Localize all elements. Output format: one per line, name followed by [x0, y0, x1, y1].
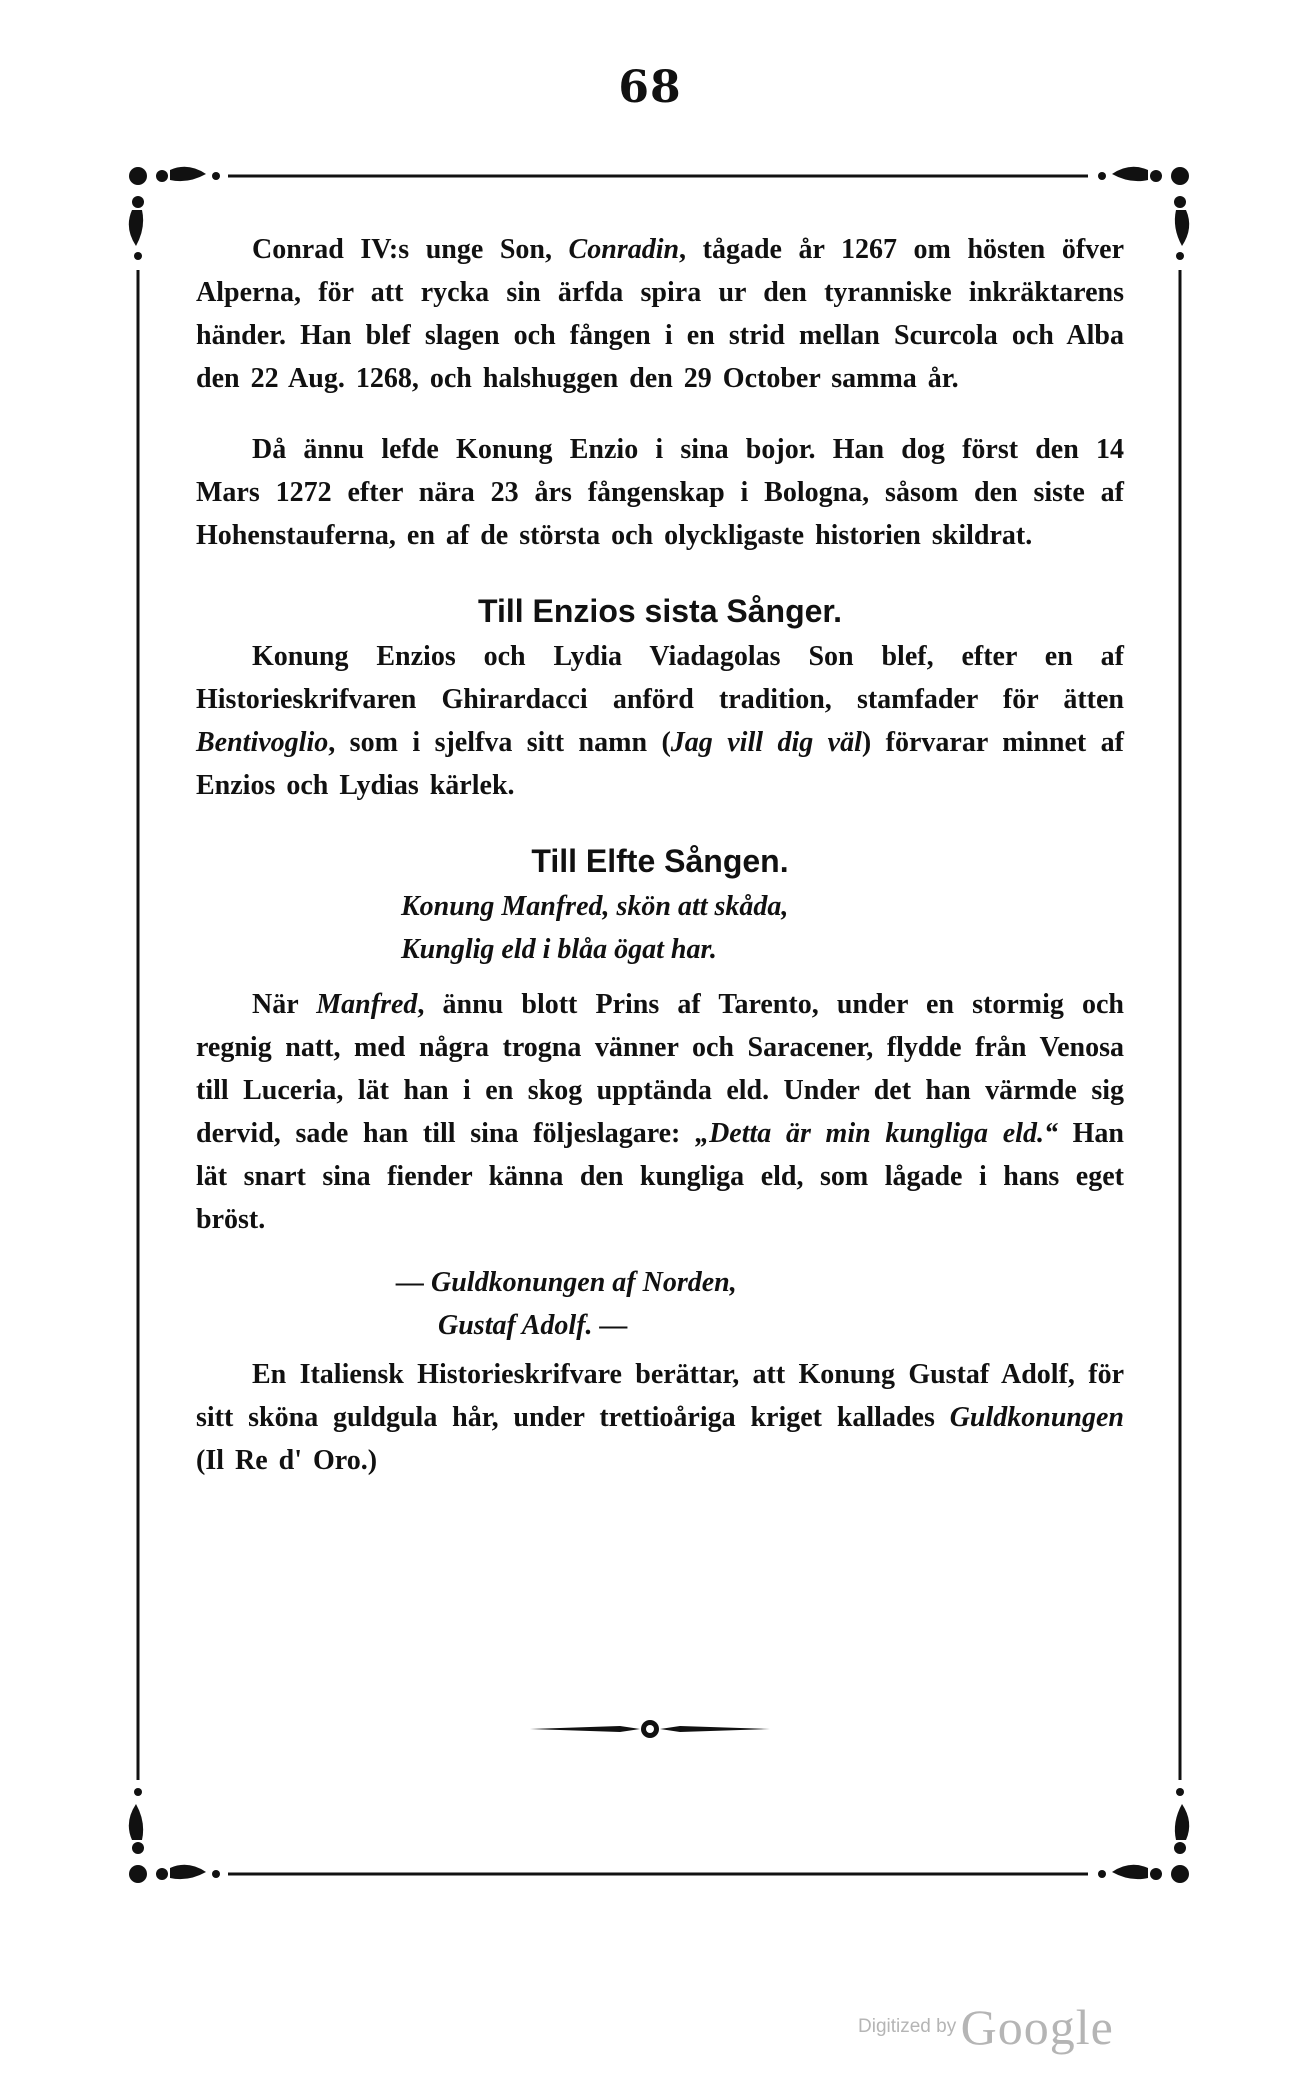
section-heading-enzios-sista-sanger: Till Enzios sista Sånger.: [478, 593, 842, 629]
name-manfred: Manfred: [316, 989, 418, 1020]
name-conradin: Conradin: [568, 234, 680, 265]
end-ornament: [530, 1714, 770, 1744]
phrase-jag-vill-dig-val: Jag vill dig väl: [670, 727, 862, 758]
corner-ornament-bottom-left: [129, 1788, 220, 1883]
paragraph-manfred-part-e: Han lät snart sina fiender känna den kungliga eld, som lågade i hans eget bröst.: [196, 1118, 1124, 1235]
name-guldkonungen: Guldkonungen: [949, 1402, 1124, 1433]
paragraph-manfred-part-a: När: [252, 989, 317, 1020]
name-bentivoglio: Bentivoglio: [196, 727, 329, 758]
paragraph-manfred: [196, 983, 1124, 1241]
verse-manfred-line-1: Konung Manfred, skön att skåda,: [401, 891, 789, 922]
verse-guldkonungen-line-2: Gustaf Adolf. —: [438, 1310, 628, 1341]
verse-manfred: [196, 885, 1124, 971]
paragraph-bentivoglio-part-c: , som i sjelfva sitt namn (: [328, 727, 671, 758]
paragraph-gustaf-adolf-part-c: (Il Re d' Oro.): [196, 1445, 378, 1476]
paragraph-gustaf-adolf: [196, 1353, 1124, 1482]
google-logo-text: Google: [960, 1999, 1114, 2055]
paragraph-manfred-part-c: , ännu blott Prins af Tarento, under en stormig och regnig natt, med några trogna vänner och Saracener, flydde från Venosa till Luceria, lät han i en skog upptända eld. Under det han värmde sig dervid, sade han till sina följeslagare:: [196, 989, 1125, 1149]
corner-ornament-bottom-right: [1098, 1788, 1189, 1883]
page-number: 68: [618, 62, 682, 113]
paragraph-bentivoglio-part-a: Konung Enzios och Lydia Viadagolas Son blef, efter en af Historieskrifvaren Ghirardacci anförd tradition, stamfader för ätten: [196, 641, 1124, 715]
paragraph-conradin: [196, 228, 1124, 400]
verse-manfred-line-2: Kunglig eld i blåa ögat har.: [401, 934, 717, 965]
paragraph-conradin-part-c: , tågade år 1267 om hösten öfver Alperna, för att rycka sin ärfda spira ur den tyranniske inkräktarens händer. Han blef slagen och fången i en strid mellan Scurcola och Alba den 22 Aug. 1268, och halshuggen den 29 October samma år.: [196, 234, 1124, 394]
paragraph-conradin-part-a: Conrad IV:s unge Son,: [252, 234, 569, 265]
verse-guldkonungen-line-1: — Guldkonungen af Norden,: [396, 1267, 737, 1298]
main-text: [196, 228, 1124, 1482]
section-heading-elfte-sangen: Till Elfte Sången.: [531, 843, 789, 879]
paragraph-bentivoglio: [196, 635, 1124, 807]
paragraph-gustaf-adolf-part-a: En Italiensk Historieskrifvare berättar, att Konung Gustaf Adolf, för sitt sköna guldgula hår, under trettioåriga kriget kallades: [196, 1359, 1124, 1433]
watermark-prefix: Digitized by: [858, 2016, 957, 2037]
paragraph-enzio: Då ännu lefde Konung Enzio i sina bojor. Han dog först den 14 Mars 1272 efter nära 23 års fångenskap i Bologna, såsom den siste af Hohenstauferna, en af de största och olyckligaste historien skildrat.: [196, 434, 1124, 551]
paragraph-bentivoglio-part-e: ) förvarar minnet af Enzios och Lydias kärlek.: [196, 727, 1125, 801]
digitized-by-google-watermark: [858, 1998, 1114, 2056]
verse-guldkonungen: [196, 1261, 1124, 1347]
quote-kungliga-eld: „Detta är min kungliga eld.“: [695, 1118, 1058, 1149]
